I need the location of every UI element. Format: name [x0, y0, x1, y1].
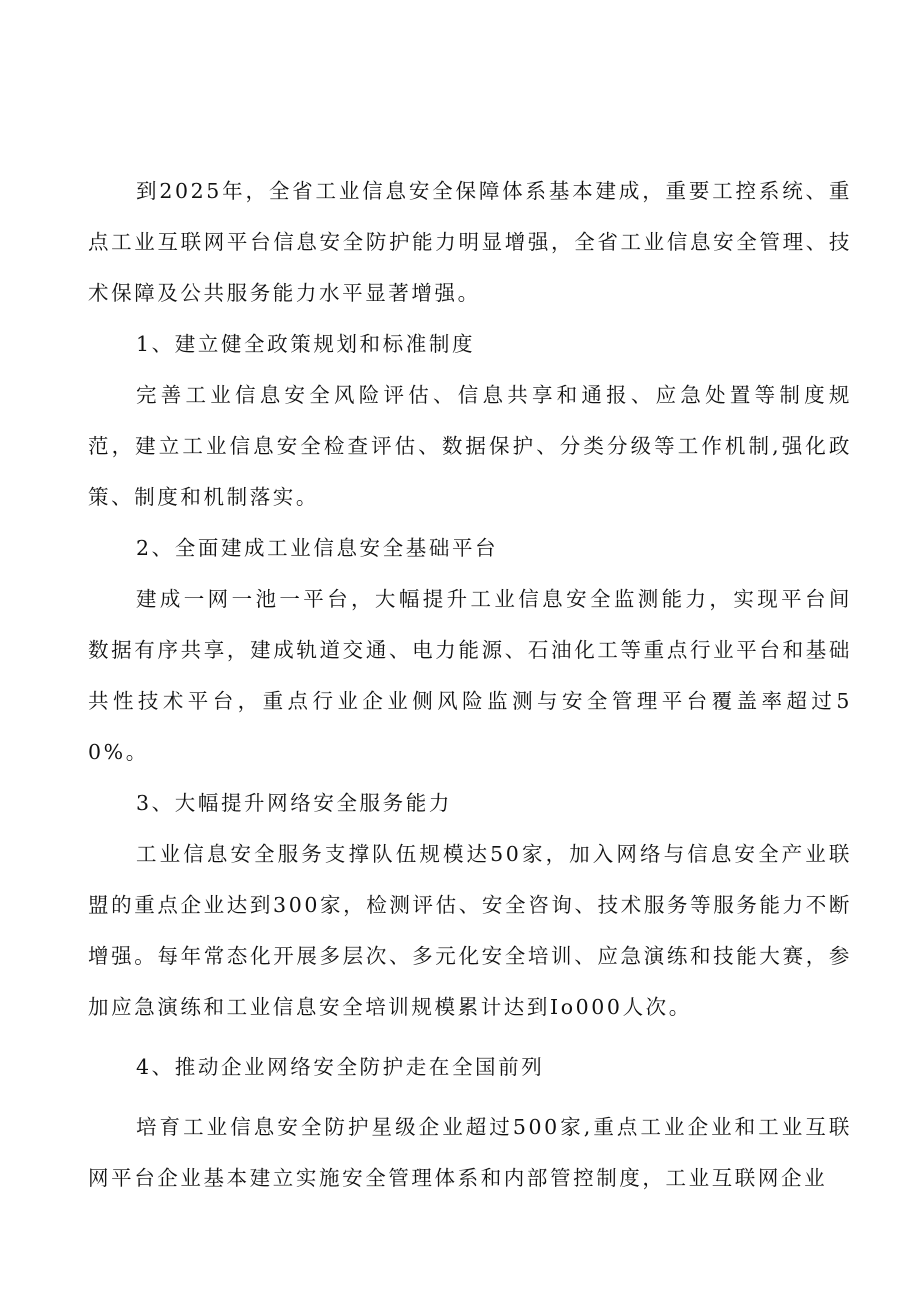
- paragraph-security-platform: 建成一网一池一平台，大幅提升工业信息安全监测能力，实现平台间数据有序共享，建成轨道交通、电力能源、石油化工等重点行业平台和基础共性技术平台，重点行业企业侧风险监测与安全管理平台覆盖率超过50%。: [88, 587, 852, 764]
- document-body: [88, 166, 852, 1204]
- paragraph-gap: [88, 1093, 852, 1102]
- paragraph-enterprise-protection: 培育工业信息安全防护星级企业超过500家,重点工业企业和工业互联网平台企业基本建立实施安全管理体系和内部管控制度，工业互联网企业: [88, 1115, 852, 1190]
- paragraph-service-capability: 工业信息安全服务支撑队伍规模达50家，加入网络与信息安全产业联盟的重点企业达到300家，检测评估、安全咨询、技术服务等服务能力不断增强。每年常态化开展多层次、多元化安全培训、应急演练和技能大赛，参加应急演练和工业信息安全培训规模累计达到Io000人次。: [88, 842, 852, 1019]
- paragraph-gap: [88, 1033, 852, 1042]
- paragraph-goal-2025: 到2025年，全省工业信息安全保障体系基本建成，重要工控系统、重点工业互联网平台信息安全防护能力明显增强，全省工业信息安全管理、技术保障及公共服务能力水平显著增强。: [88, 179, 852, 305]
- paragraph-policy-standards: 完善工业信息安全风险评估、信息共享和通报、应急处置等制度规范，建立工业信息安全检查评估、数据保护、分类分级等工作机制,强化政策、制度和机制落实。: [88, 383, 852, 509]
- heading-security-platform: 2、全面建成工业信息安全基础平台: [136, 536, 499, 560]
- heading-service-capability: 3、大幅提升网络安全服务能力: [136, 791, 452, 815]
- heading-enterprise-protection: 4、推动企业网络安全防护走在全国前列: [136, 1055, 545, 1079]
- heading-policy-standards: 1、建立健全政策规划和标准制度: [136, 332, 476, 356]
